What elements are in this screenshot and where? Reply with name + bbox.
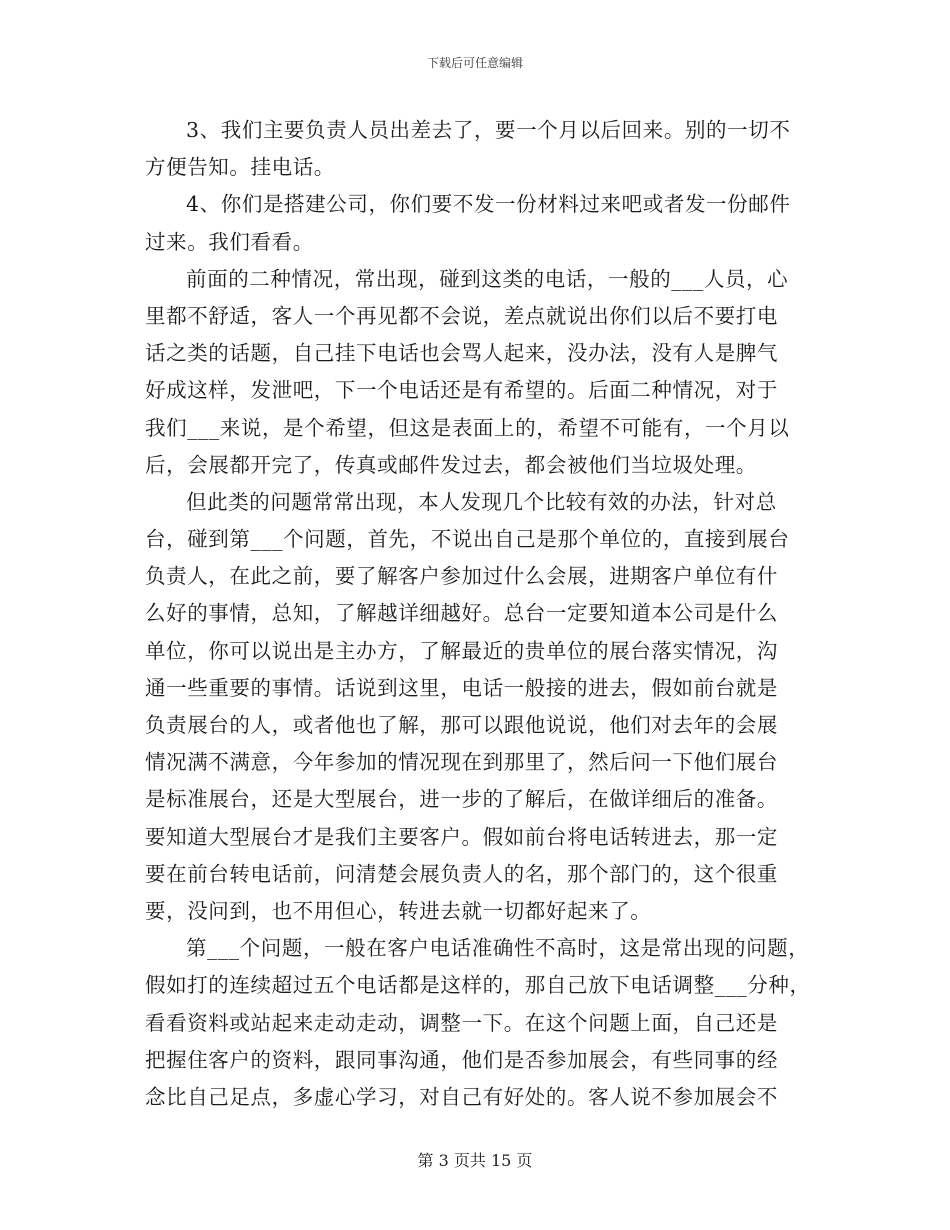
text-line: 好成这样，发泄吧，下一个电话还是有希望的。后面二种情况，对于 bbox=[145, 378, 778, 403]
text-line: 要在前台转电话前，问清楚会展负责人的名，那个部门的，这个很重 bbox=[145, 861, 778, 886]
text-line: 念比自己足点，多虚心学习，对自己有好处的。客人说不参加展会不 bbox=[145, 1084, 778, 1109]
text-line: 前面的二种情况，常出现，碰到这类的电话，一般的___人员，心 bbox=[186, 266, 789, 291]
text-line: 台，碰到第___个问题，首先，不说出自己是那个单位的，直接到展台 bbox=[145, 527, 790, 552]
text-line: 过来。我们看看。 bbox=[145, 229, 314, 254]
text-line: 是标准展台，还是大型展台，进一步的了解后，在做详细后的准备。 bbox=[145, 787, 778, 812]
text-line: 负责展台的人，或者他也了解，那可以跟他说说，他们对去年的会展 bbox=[145, 713, 778, 737]
text-line: 第___个问题，一般在客户电话准确性不高时，这是常出现的问题， bbox=[186, 936, 810, 961]
text-line: 要，没问到，也不用但心，转进去就一切都好起来了。 bbox=[145, 898, 652, 923]
text-line: 通一些重要的事情。话说到这里，电话一般接的进去，假如前台就是 bbox=[145, 675, 778, 700]
text-line: 3、我们主要负责人员出差去了，要一个月以后回来。别的一切不 bbox=[186, 118, 791, 142]
page-header: 下载后可任意编辑 bbox=[426, 56, 523, 70]
text-line: 我们___来说，是个希望，但这是表面上的，希望不可能有，一个月以 bbox=[145, 415, 790, 440]
text-line: 方便告知。挂电话。 bbox=[145, 155, 335, 180]
text-line: 但此类的问题常常出现，本人发现几个比较有效的办法，针对总 bbox=[186, 489, 777, 514]
text-line: 么好的事情，总知，了解越详细越好。总台一定要知道本公司是什么 bbox=[145, 601, 778, 626]
page-number: 第 3 页共 15 页 bbox=[417, 1151, 533, 1170]
text-line: 里都不舒适，客人一个再见都不会说，差点就说出你们以后不要打电 bbox=[145, 303, 778, 328]
text-line: 把握住客户的资料，跟同事沟通，他们是否参加展会，有些同事的经 bbox=[145, 1047, 778, 1072]
text-line: 看看资料或站起来走动走动，调整一下。在这个问题上面，自己还是 bbox=[145, 1010, 778, 1035]
document-body bbox=[145, 112, 810, 1116]
text-line: 假如打的连续超过五个电话都是这样的，那自己放下电话调整___分种， bbox=[145, 973, 811, 998]
text-line: 话之类的话题，自己挂下电话也会骂人起来，没办法，没有人是脾气 bbox=[145, 341, 778, 366]
text-line: 负责人，在此之前，要了解客户参加过什么会展，进期客户单位有什 bbox=[145, 564, 778, 589]
text-line: 后，会展都开完了，传真或邮件发过去，都会被他们当垃圾处理。 bbox=[145, 452, 757, 477]
text-line: 4、你们是搭建公司，你们要不发一份材料过来吧或者发一份邮件 bbox=[186, 192, 791, 217]
text-line: 要知道大型展台才是我们主要客户。假如前台将电话转进去，那一定 bbox=[145, 824, 778, 849]
text-line: 情况满不满意，今年参加的情况现在到那里了，然后问一下他们展台 bbox=[145, 750, 778, 775]
text-line: 单位，你可以说出是主办方，了解最近的贵单位的展台落实情况，沟 bbox=[145, 638, 778, 663]
